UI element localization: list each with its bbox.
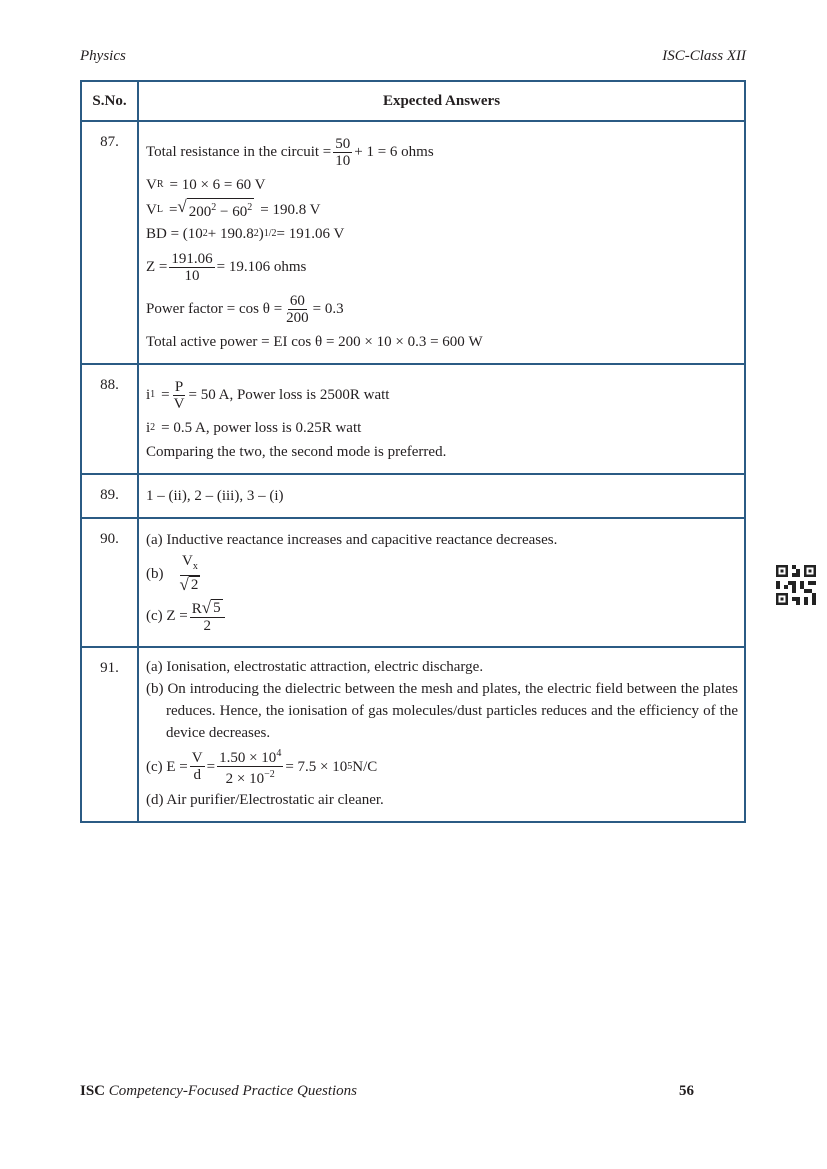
answer-paragraph: (b) On introducing the dielectric between the mesh and plates, the electric field between the plates reduces. Hence, the ionisation of gas molecules/dust particles reduces and the efficiency of the device decreases. <box>146 681 738 741</box>
answer-line: i 1 = $\frac{P}{V}$ = 50 A, Power loss is 2500R watt <box>146 378 390 412</box>
answer-cell <box>138 121 745 364</box>
answer-cell <box>138 518 745 647</box>
footer-brand: ISC <box>80 1083 106 1099</box>
row-number: 90. <box>81 518 138 647</box>
page-number: 56 <box>679 1083 694 1099</box>
answer-cell <box>138 474 745 518</box>
answer-cell <box>138 364 745 474</box>
square-root: √ 5 <box>201 597 221 617</box>
footer-subtitle: Competency-Focused Practice Questions <box>108 1083 358 1099</box>
table-row <box>81 121 745 364</box>
answer-line: Total active power = EI cos θ = 200 × 10 × 0.3 = 600 W <box>146 334 483 350</box>
row-number: 88. <box>81 364 138 474</box>
answer-line: (a) Inductive reactance increases and capacitive reactance decreases. <box>146 532 558 548</box>
answer-cell <box>138 647 745 822</box>
fraction: $\frac{P}{V}$ <box>173 378 185 412</box>
fraction: $\frac{1.50 \times 10^4}{2 \times 10^{-2}}$ <box>219 748 282 787</box>
fraction: R √ 5 2 <box>190 599 225 634</box>
answer-line: (c) Z = R √ 5 2 <box>146 596 738 636</box>
fraction: $\frac{191.06}{10}$ <box>171 250 213 284</box>
answer-line: (d) Air purifier/Electrostatic air cleaner. <box>146 792 384 808</box>
answer-line: Z = $\frac{191.06}{10}$ = 19.106 ohms <box>146 250 307 284</box>
footer-title <box>80 1083 357 1100</box>
answer-line: (a) Ionisation, electrostatic attraction, electric discharge. <box>146 659 484 675</box>
row-number: 91. <box>81 647 138 822</box>
table-row <box>81 364 745 474</box>
square-root: √ 2 <box>179 575 199 594</box>
answer-line: Total resistance in the circuit = $\frac{50}{10}$ + 1 = 6 ohms <box>146 135 434 169</box>
answer-line: V L = √ $200^2 - 60^2$ = 190.8 V <box>146 197 321 220</box>
answer-line: Power factor = cos θ = $\frac{60}{200}$ = 0.3 <box>146 292 344 326</box>
fraction: $\frac{60}{200}$ <box>286 292 309 326</box>
answers-table <box>80 80 746 823</box>
row-number: 89. <box>81 474 138 518</box>
header-class: ISC-Class XII <box>662 48 746 64</box>
fraction: $\frac{V}{d}$ <box>191 750 203 783</box>
answer-line: i 2 = 0.5 A, power loss is 0.25R watt <box>146 420 362 436</box>
answer-line: BD = (10 2 + 190.8 2 ) 1/2 = 191.06 V <box>146 226 345 242</box>
qr-code-icon <box>776 565 816 605</box>
table-row <box>81 518 745 647</box>
col-answers-header: Expected Answers <box>138 81 745 121</box>
square-root: √ $200^2 - 60^2$ <box>177 197 253 220</box>
answer-line: (b) $V_x$ √ 2 <box>146 553 738 594</box>
answer-line: V R = 10 × 6 = 60 V <box>146 177 266 193</box>
answer-line: Comparing the two, the second mode is preferred. <box>146 444 447 460</box>
answer-line: (c) E = $\frac{V}{d}$ = $\frac{1.50 \times 10^4}{2 \times 10^{-2}}$ = 7.5 × 10 5 N/C <box>146 748 378 787</box>
table-row <box>81 474 745 518</box>
row-number: 87. <box>81 121 138 364</box>
table-header-row <box>81 81 745 121</box>
fraction: $\frac{50}{10}$ <box>335 135 351 169</box>
col-sno-header: S.No. <box>81 81 138 121</box>
answer-line: 1 – (ii), 2 – (iii), 3 – (i) <box>146 488 284 504</box>
table-row <box>81 647 745 822</box>
fraction: $V_x$ √ 2 <box>179 553 199 594</box>
header-subject: Physics <box>80 48 126 64</box>
